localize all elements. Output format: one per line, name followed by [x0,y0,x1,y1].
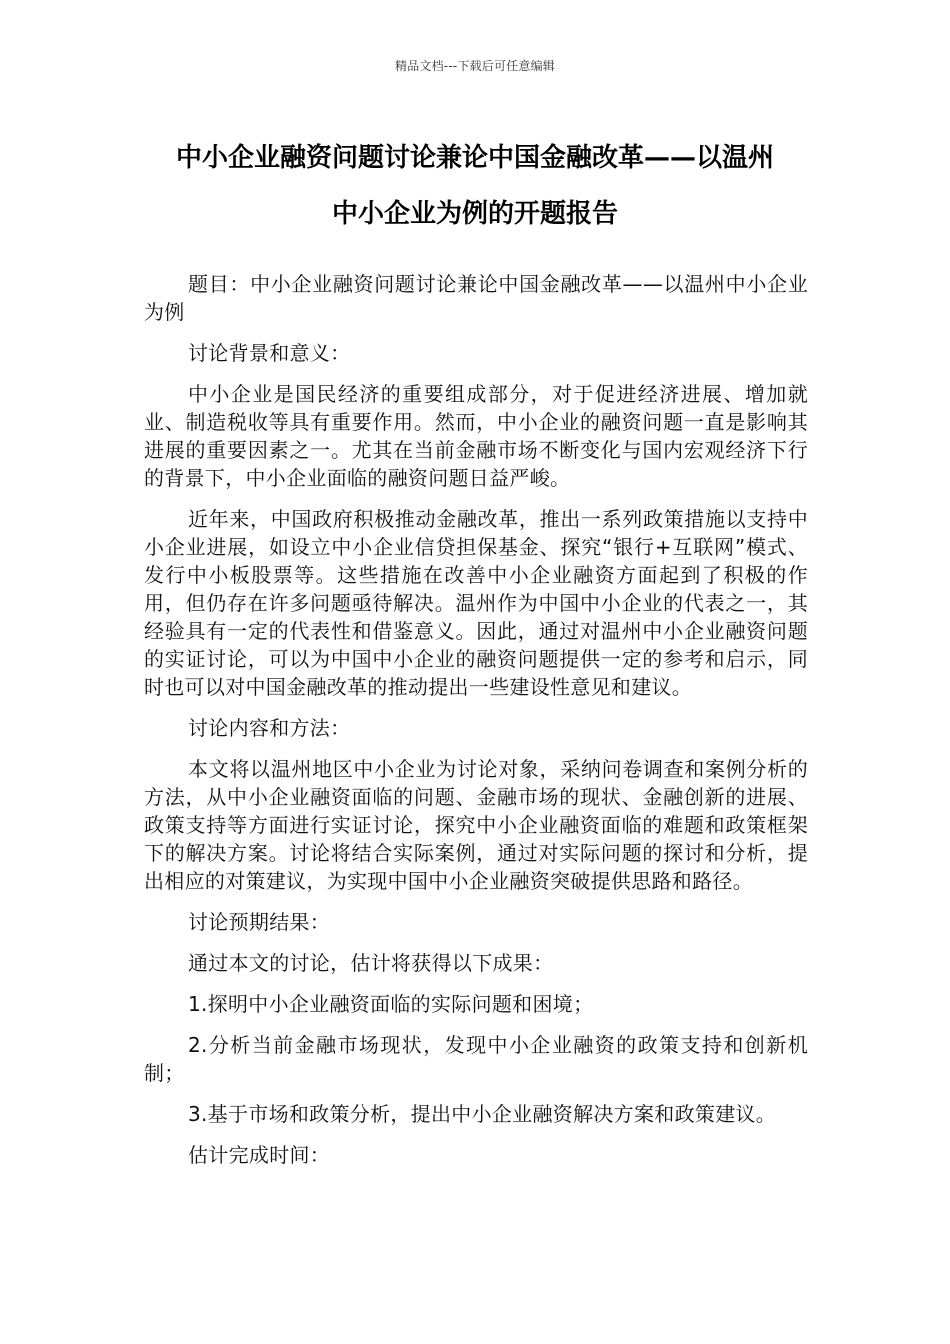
expected-result-item-3: 3.基于市场和政策分析，提出中小企业融资解决方案和政策建议。 [188,1102,777,1126]
background-paragraph-2: 近年来，中国政府积极推动金融改革，推出一系列政策措施以支持中小企业进展，如设立中小企业信贷担保基金、探究“银行+互联网”模式、发行中小板股票等。这些措施在改善中小企业融资方面起到了积极的作用，但仍存在许多问题亟待解决。温州作为中国中小企业的代表之一，其经验具有一定的代表性和借鉴意义。因此，通过对温州中小企业融资问题的实证讨论，可以为中国中小企业的融资问题提供一定的参考和启示，同时也可以对中国金融改革的推动提出一些建设性意见和建议。 [144,507,808,699]
background-paragraph-1: 中小企业是国民经济的重要组成部分，对于促进经济进展、增加就业、制造税收等具有重要作用。然而，中小企业的融资问题一直是影响其进展的重要因素之一。尤其在当前金融市场不断变化与国内宏观经济下行的背景下，中小企业面临的融资问题日益严峻。 [144,382,808,490]
title-line-2: 中小企业为例的开题报告 [331,199,618,229]
expected-result-item-1: 1.探明中小企业融资面临的实际问题和困境； [188,992,594,1016]
expected-result-item-2: 2.分析当前金融市场现状，发现中小企业融资的政策支持和创新机制； [144,1033,808,1085]
content-method-paragraph: 本文将以温州地区中小企业为讨论对象，采纳问卷调查和案例分析的方法，从中小企业融资面临的问题、金融市场的现状、金融创新的进展、政策支持等方面进行实证讨论，探究中小企业融资面临的难题和政策框架下的解决方案。讨论将结合实际案例，通过对实际问题的探讨和分析，提出相应的对策建议，为实现中国中小企业融资突破提供思路和路径。 [144,757,808,893]
section-heading-content-method: 讨论内容和方法： [188,716,351,740]
title-line-1: 中小企业融资问题讨论兼论中国金融改革——以温州 [175,143,774,173]
topic-paragraph: 题目：中小企业融资问题讨论兼论中国金融改革——以温州中小企业为例 [144,272,808,324]
section-heading-background: 讨论背景和意义： [188,341,351,365]
document-body [144,270,808,1182]
section-heading-completion-time: 估计完成时间： [188,1143,331,1167]
page-header: 精品文档---下载后可任意编辑 [395,59,555,73]
expected-results-intro: 通过本文的讨论，估计将获得以下成果： [188,951,554,975]
document-title [60,130,890,242]
section-heading-expected-results: 讨论预期结果： [188,910,331,934]
